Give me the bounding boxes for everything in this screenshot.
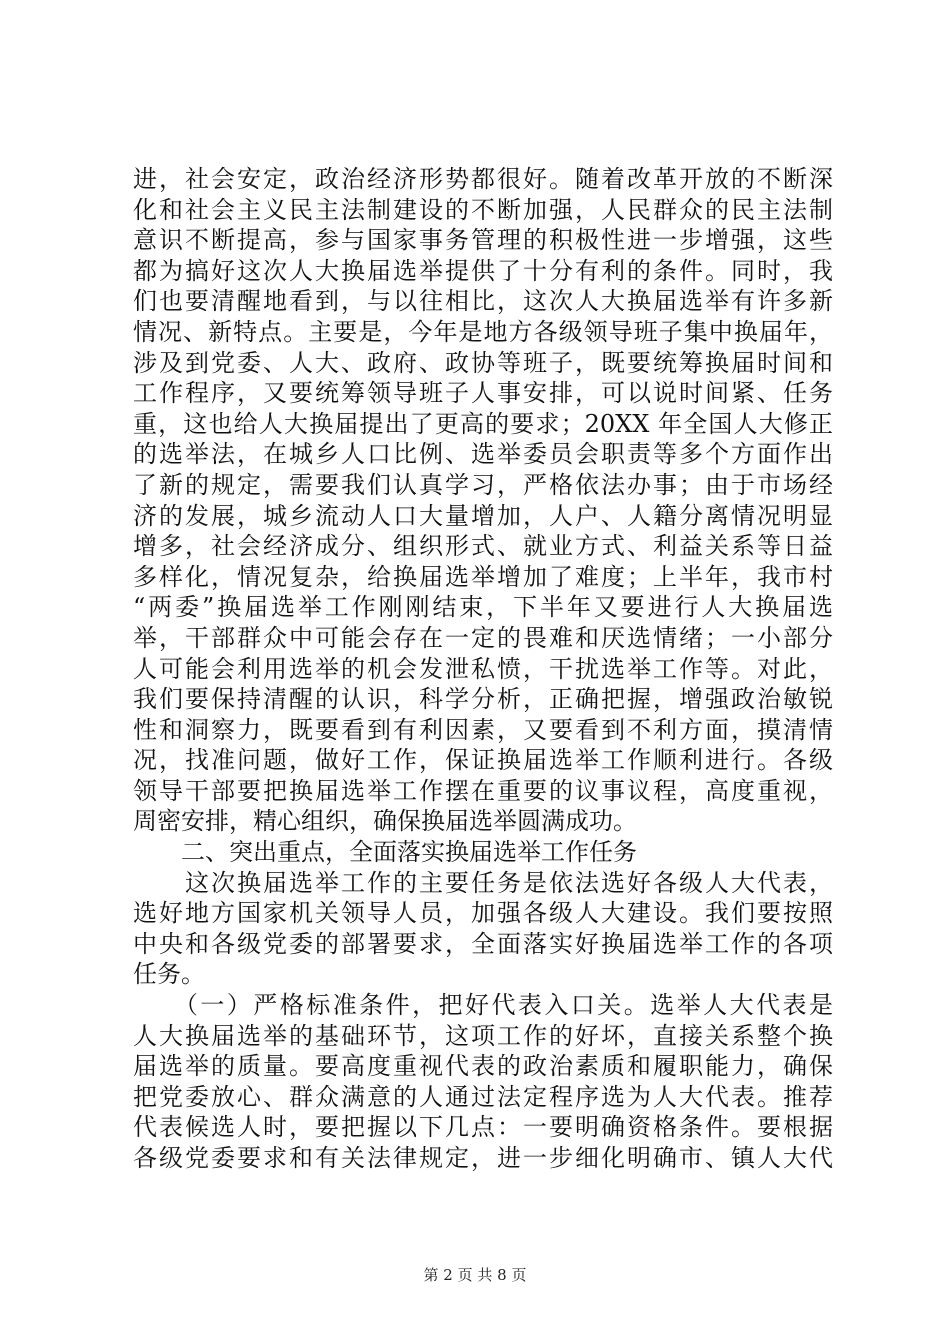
text-line: 二、突出重点，全面落实换届选举工作任务 — [133, 838, 637, 867]
text-line: 都为搞好这次人大换届选举提供了十分有利的条件。同时，我 — [133, 256, 833, 285]
text-line: 济的发展，城乡流动人口大量增加，人户、人籍分离情况明显 — [133, 501, 833, 530]
text-line: 这次换届选举工作的主要任务是依法选好各级人大代表， — [133, 868, 833, 897]
text-line: 化和社会主义民主法制建设的不断加强，人民群众的民主法制 — [133, 195, 833, 224]
page-footer: 第 2 页 共 8 页 — [423, 1266, 527, 1284]
text-line: 中央和各级党委的部署要求，全面落实好换届选举工作的各项 — [133, 929, 833, 958]
text-line: 况，找准问题，做好工作，保证换届选举工作顺利进行。各级 — [133, 746, 833, 775]
text-line: 代表候选人时，要把握以下几点：一要明确资格条件。要根据 — [133, 1113, 833, 1142]
text-line: 性和洞察力，既要看到有利因素，又要看到不利方面，摸清情 — [133, 715, 833, 744]
text-line: 重，这也给人大换届提出了更高的要求；20XX 年全国人大修正 — [133, 409, 833, 438]
text-line: 了新的规定，需要我们认真学习，严格依法办事；由于市场经 — [133, 470, 833, 499]
text-line: 任务。 — [133, 960, 205, 989]
text-line: 各级党委要求和有关法律规定，进一步细化明确市、镇人大代 — [133, 1144, 833, 1172]
text-line: 周密安排，精心组织，确保换届选举圆满成功。 — [133, 807, 637, 836]
text-line: 把党委放心、群众满意的人通过法定程序选为人大代表。推荐 — [133, 1082, 833, 1111]
text-line: 的选举法，在城乡人口比例、选举委员会职责等多个方面作出 — [133, 440, 833, 469]
text-line: 领导干部要把换届选举工作摆在重要的议事议程，高度重视， — [133, 776, 833, 805]
document-body — [133, 164, 833, 1174]
text-line: 我们要保持清醒的认识，科学分析，正确把握，增强政治敏锐 — [133, 685, 833, 714]
text-line: 情况、新特点。主要是，今年是地方各级领导班子集中换届年， — [133, 317, 833, 346]
text-line: 工作程序，又要统筹领导班子人事安排，可以说时间紧、任务 — [133, 379, 833, 408]
text-line: 届选举的质量。要高度重视代表的政治素质和履职能力，确保 — [133, 1052, 833, 1081]
text-line: 举，干部群众中可能会存在一定的畏难和厌选情绪；一小部分 — [133, 623, 833, 652]
text-line: 选好地方国家机关领导人员，加强各级人大建设。我们要按照 — [133, 899, 833, 928]
text-line: 们也要清醒地看到，与以往相比，这次人大换届选举有许多新 — [133, 287, 833, 316]
text-line: （一）严格标准条件，把好代表入口关。选举人大代表是 — [133, 991, 833, 1020]
text-line: 意识不断提高，参与国家事务管理的积极性进一步增强，这些 — [133, 226, 833, 255]
text-line: 人可能会利用选举的机会发泄私愤，干扰选举工作等。对此， — [133, 654, 833, 683]
text-line: 人大换届选举的基础环节，这项工作的好坏，直接关系整个换 — [133, 1021, 833, 1050]
text-line: 增多，社会经济成分、组织形式、就业方式、利益关系等日益 — [133, 532, 833, 561]
text-line: 涉及到党委、人大、政府、政协等班子，既要统筹换届时间和 — [133, 348, 833, 377]
text-line: 进，社会安定，政治经济形势都很好。随着改革开放的不断深 — [133, 165, 833, 193]
text-line: 多样化，情况复杂，给换届选举增加了难度；上半年，我市村 — [133, 562, 833, 591]
text-line: “两委”换届选举工作刚刚结束，下半年又要进行人大换届选 — [133, 593, 833, 622]
